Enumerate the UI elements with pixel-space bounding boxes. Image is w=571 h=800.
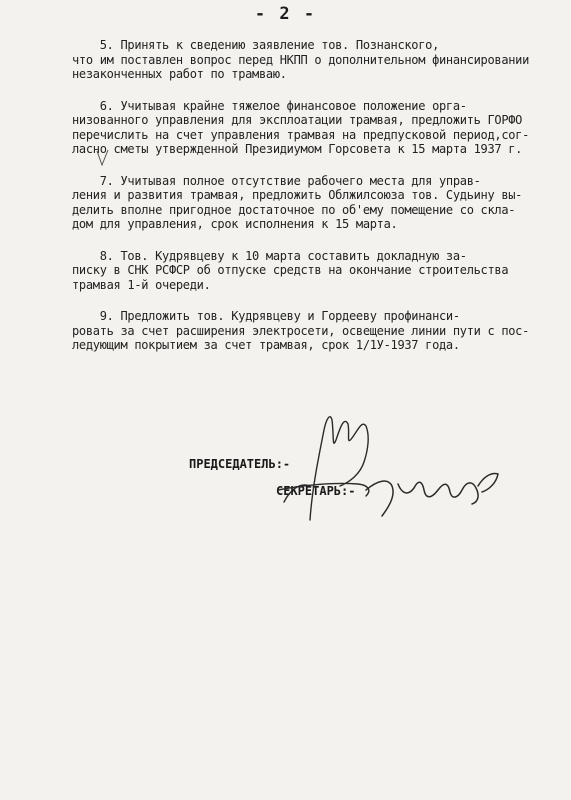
paragraph-5 xyxy=(72,38,562,82)
text-line: ровать за счет расширения электросети, освещение линии пути с пос- xyxy=(72,323,530,338)
text-line: 6. Учитывая крайне тяжелое финансовое положение орга- xyxy=(72,98,467,113)
secretary-label: СЕКРЕТАРЬ:- xyxy=(276,484,356,498)
resolution-text xyxy=(72,38,562,370)
paragraph-8 xyxy=(72,249,562,293)
signature-block xyxy=(0,440,571,530)
chair-label: ПРЕДСЕДАТЕЛЬ:- xyxy=(189,457,291,471)
text-line: ледующим покрытием за счет трамвая, срок 1/1У-1937 года. xyxy=(72,338,460,352)
paragraph-6 xyxy=(72,99,562,157)
text-line: трамвая 1-й очереди. xyxy=(72,277,211,292)
paragraph-7 xyxy=(72,174,562,232)
text-line: 7. Учитывая полное отсутствие рабочего места для управ- xyxy=(72,173,481,188)
text-line: 5. Принять к сведению заявление тов. Познанского, xyxy=(72,38,440,52)
paragraph-9 xyxy=(72,309,562,353)
text-line: что им поставлен вопрос перед НКПП о дополнительном финансировании xyxy=(72,52,530,67)
text-line: ласно сметы утвержденной Президиумом Горсовета к 15 марта 1937 г. xyxy=(72,142,523,156)
secretary-signature xyxy=(358,450,508,530)
page-number: - 2 - xyxy=(254,4,317,24)
text-line: ления и развития трамвая, предложить Облжилсоюза тов. Судьину вы- xyxy=(72,188,523,202)
text-line: незаконченных работ по трамваю. xyxy=(72,67,287,81)
text-line: 8. Тов. Кудрявцеву к 10 марта составить докладную за- xyxy=(72,248,467,263)
text-line: перечислить на счет управления трамвая на предпусковой период,сог- xyxy=(72,127,530,142)
text-line: 9. Предложить тов. Кудрявцеву и Гордееву профинанси- xyxy=(72,309,460,323)
text-line: делить вполне пригодное достаточное по об'ему помещение со скла- xyxy=(72,202,516,217)
text-line: писку в СНК РСФСР об отпуске средств на окончание строительства xyxy=(72,263,509,277)
text-line: низованного управления для эксплоатации трамвая, предложить ГОРФО xyxy=(72,113,523,127)
text-line: дом для управления, срок исполнения к 15 марта. xyxy=(72,217,398,231)
